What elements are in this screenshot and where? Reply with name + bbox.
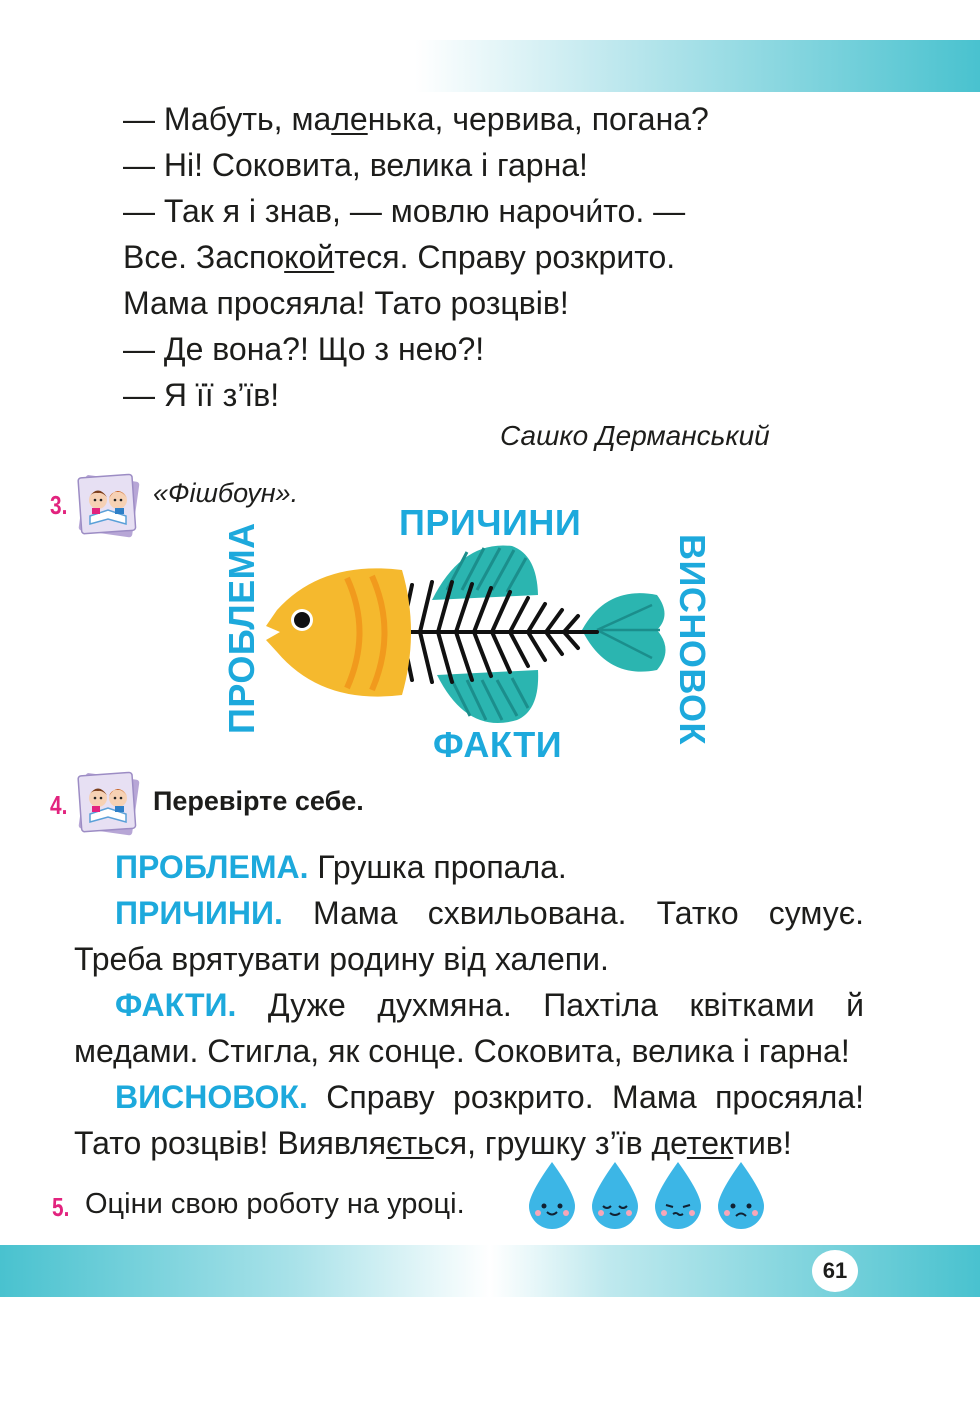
poem xyxy=(123,96,709,418)
poem-line: Все. Заспокойтеся. Справу розкрито. xyxy=(123,239,676,275)
label-conclusion: ВИСНОВОК xyxy=(672,534,713,745)
poem-author: Сашко Дерманський xyxy=(500,420,770,451)
poem-line: — Я її з’їв! xyxy=(123,377,280,413)
poem-line: — Де вона?! Що з нею?! xyxy=(123,331,485,367)
poem-line: Мама просяяла! Тато розцвів! xyxy=(123,285,569,321)
children-reading-icon xyxy=(74,472,142,540)
label-facts: ФАКТИ xyxy=(433,724,563,765)
children-reading-icon xyxy=(74,770,142,838)
answer-causes: ПРИЧИНИ. Мама схвильована. Татко сумує. Треба врятувати родину від халепи. xyxy=(74,895,864,977)
task3-title: «Фішбоун». xyxy=(153,478,299,508)
task-number: 5. xyxy=(52,1192,70,1222)
answer-facts: ФАКТИ. Дуже духмяна. Пахтіла квітками й медами. Стигла, як сонце. Соковита, велика і гарна! xyxy=(74,987,864,1069)
task5-text: Оціни свою роботу на уроці. xyxy=(85,1188,465,1220)
task-number: 4. xyxy=(50,790,68,820)
answer-text xyxy=(74,844,864,1166)
answer-problem: ПРОБЛЕМА. Грушка пропала. xyxy=(115,849,567,885)
content-drop-icon[interactable] xyxy=(592,1162,638,1229)
page-number: 61 xyxy=(812,1250,858,1292)
poem-line: — Ні! Соковита, велика і гарна! xyxy=(123,147,588,183)
sad-drop-icon[interactable] xyxy=(718,1162,764,1229)
label-causes: ПРИЧИНИ xyxy=(399,502,582,543)
task-number: 3. xyxy=(50,490,68,520)
top-decor-band xyxy=(415,40,980,92)
answer-conclusion: ВИСНОВОК. Справу розкрито. Мама просяяла! Тато розцвів! Виявляється, грушку з’їв детектив! xyxy=(74,1079,864,1161)
neutral-drop-icon[interactable] xyxy=(655,1162,701,1229)
happy-drop-icon[interactable] xyxy=(529,1162,575,1229)
task4-title: Перевірте себе. xyxy=(153,786,364,816)
fishbone-fish xyxy=(262,540,672,730)
poem-line: — Мабуть, маленька, червива, погана? xyxy=(123,101,709,137)
label-problem: ПРОБЛЕМА xyxy=(221,522,262,734)
self-assessment-drops xyxy=(525,1160,770,1232)
poem-line: — Так я і знав, — мовлю нарочи́то. — xyxy=(123,193,686,229)
